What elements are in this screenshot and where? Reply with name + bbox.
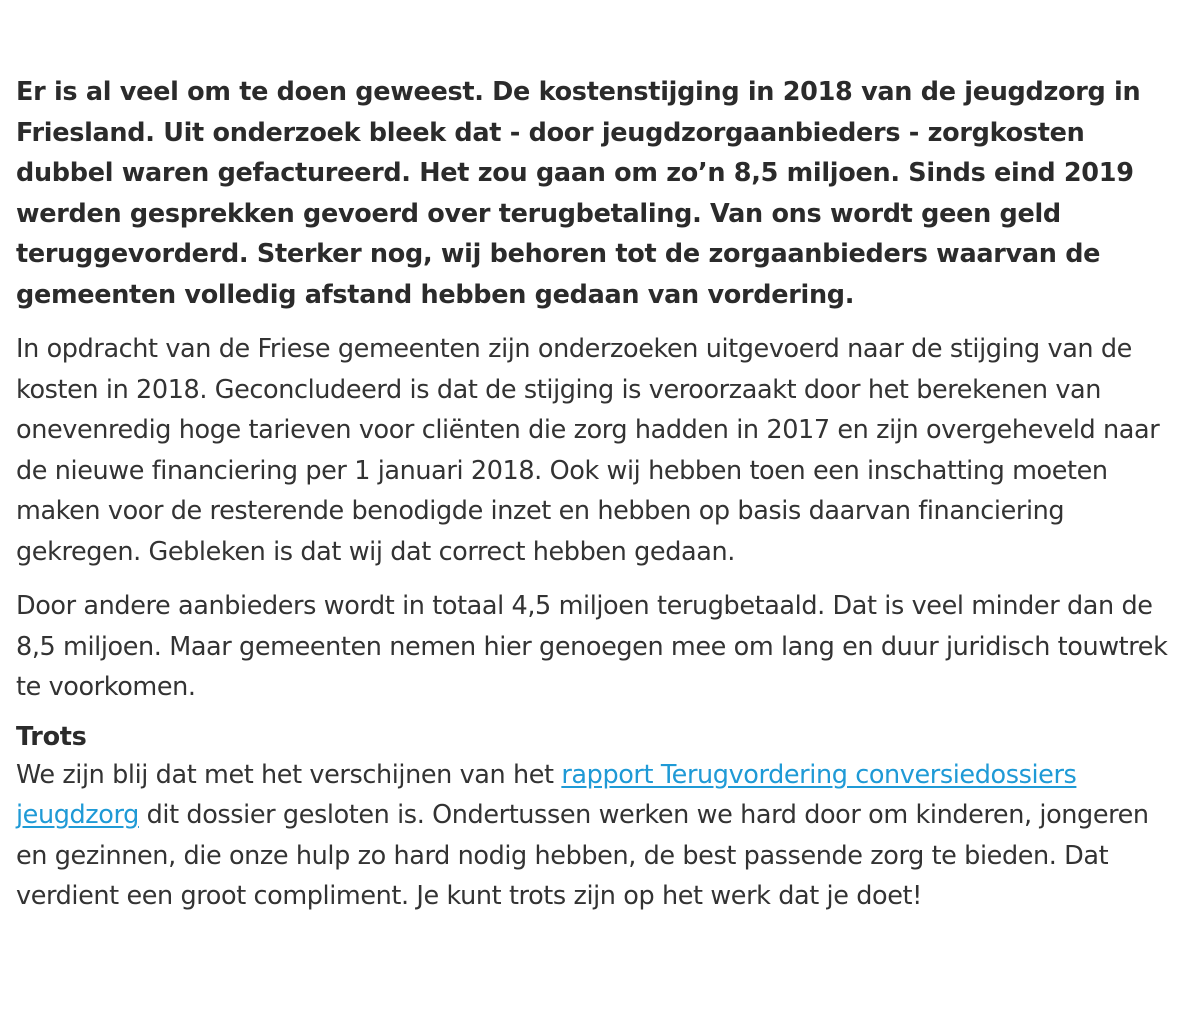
article-body <box>16 72 1182 917</box>
body-paragraph-repayment: Door andere aanbieders wordt in totaal 4,5 miljoen terugbetaald. Dat is veel minder dan de 8,5 miljoen. Maar gemeenten nemen hier genoegen mee om lang en duur juridisch touwtrek te voorkomen. <box>16 591 1168 702</box>
report-link[interactable]: rapport Terugvordering conversiedossiers jeugdzorg <box>16 759 1077 830</box>
body-paragraph-conclusion <box>16 755 1182 917</box>
intro-paragraph: Er is al veel om te doen geweest. De kostenstijging in 2018 van de jeugdzorg in Friesland. Uit onderzoek bleek dat - door jeugdzorgaanbieders - zorgkosten dubbel waren gefactureerd. Het zou gaan om zo’n 8,5 miljoen. Sinds eind 2019 werden gesprekken gevoerd over terugbetaling. Van ons wordt geen geld teruggevorderd. Sterker nog, wij behoren tot de zorgaanbieders waarvan de gemeenten volledig afstand hebben gedaan van vordering. <box>16 77 1141 310</box>
body-paragraph-research: In opdracht van de Friese gemeenten zijn onderzoeken uitgevoerd naar de stijging van de kosten in 2018. Geconcludeerd is dat de stijging is veroorzaakt door het berekenen van onevenredig hoge tarieven voor cliënten die zorg hadden in 2017 en zijn overgeheveld naar de nieuwe financiering per 1 januari 2018. Ook wij hebben toen een inschatting moeten maken voor de resterende benodigde inzet en hebben op basis daarvan financiering gekregen. Gebleken is dat wij dat correct hebben gedaan. <box>16 334 1160 567</box>
conclusion-text-start: We zijn blij dat met het verschijnen van het <box>16 759 562 790</box>
section-trots <box>16 719 1182 917</box>
conclusion-text-end: dit dossier gesloten is. Ondertussen werken we hard door om kinderen, jongeren en gezinnen, die onze hulp zo hard nodig hebben, de best passende zorg te bieden. Dat verdient een groot compliment. Je kunt trots zijn op het werk dat je doet! <box>16 800 1149 911</box>
section-heading: Trots <box>16 721 87 752</box>
